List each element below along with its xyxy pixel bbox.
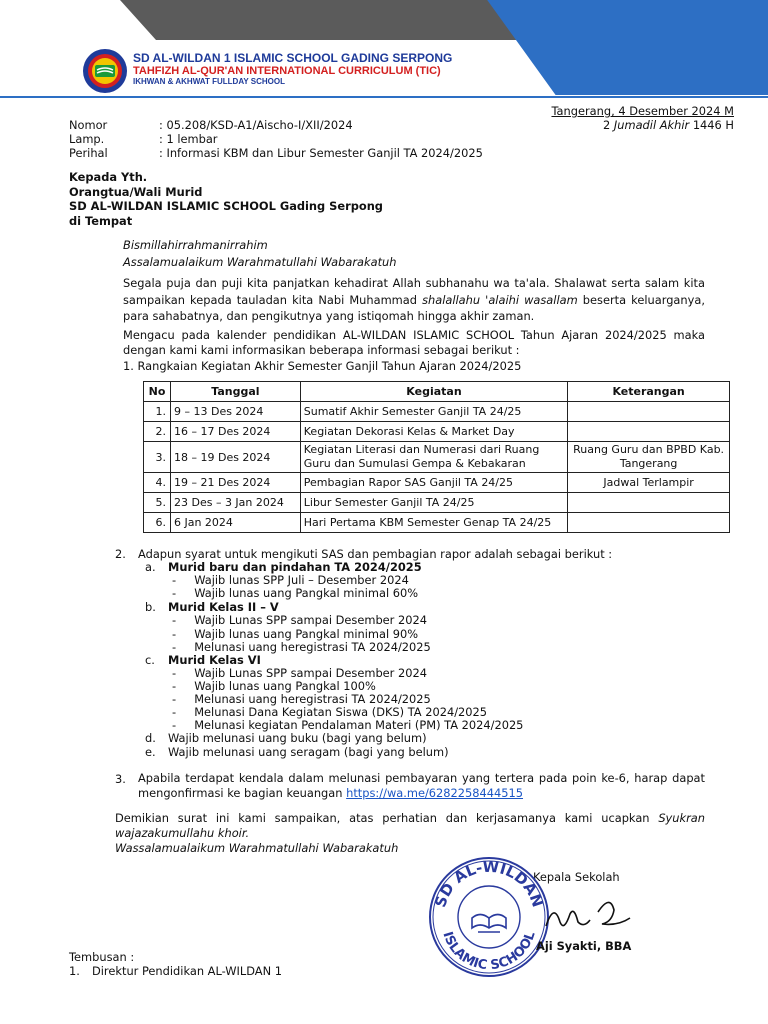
meta-nomor: [69, 118, 353, 132]
item-e-text: Wajib melunasi uang seragam (bagi yang belum): [168, 745, 449, 759]
list-item: - Wajib lunas uang Pangkal minimal 90%: [172, 627, 419, 641]
closing-italic: Syukran wajazakumullahu khoir.: [115, 811, 705, 840]
recipient-line: Orangtua/Wali Murid: [69, 184, 203, 199]
letter-date: [551, 104, 734, 132]
list-item: - Wajib lunas uang Pangkal 100%: [172, 679, 376, 693]
cell-tanggal: 6 Jan 2024: [170, 513, 300, 533]
meta-perihal: [69, 146, 483, 160]
cell-tanggal: 18 – 19 Des 2024: [170, 442, 300, 473]
intro-paragraph: Mengacu pada kalender pendidikan AL-WILDAN ISLAMIC SCHOOL Tahun Ajaran 2024/2025 maka dengan kami kami informasikan beberapa informasi sebagai berikut :: [123, 328, 705, 357]
cell-keterangan: Ruang Guru dan BPBD Kab. Tangerang: [568, 442, 730, 473]
cell-no: 1.: [144, 402, 171, 422]
cell-tanggal: 9 – 13 Des 2024: [170, 402, 300, 422]
list-item: - Wajib lunas uang Pangkal minimal 60%: [172, 586, 419, 600]
stamp-top-text: SD AL-WILDAN: [431, 857, 547, 910]
cell-no: 6.: [144, 513, 171, 533]
meta-value: : 1 lembar: [159, 132, 218, 146]
table-row: [144, 493, 730, 513]
cell-no: 3.: [144, 442, 171, 473]
table-header: Keterangan: [568, 382, 730, 402]
whatsapp-link[interactable]: https://wa.me/6282258444515: [346, 786, 524, 800]
school-program: TAHFIZH AL-QUR'AN INTERNATIONAL CURRICULUM (TIC): [133, 65, 441, 77]
point3-text: Apabila terdapat kendala dalam melunasi pembayaran yang tertera pada poin ke-6, harap dapat mengonfirmasi ke bagian keuangan: [138, 771, 705, 800]
list-item: - Melunasi uang heregistrasi TA 2024/2025: [172, 640, 431, 654]
group-title: Murid Kelas II – V: [168, 600, 279, 614]
table-row: [144, 422, 730, 442]
school-name: SD AL-WILDAN 1 ISLAMIC SCHOOL GADING SERPONG: [133, 51, 453, 65]
closing-paragraph: [115, 811, 705, 841]
list-item-text: Wajib Lunas SPP sampai Desember 2024: [194, 613, 427, 627]
list-item: - Melunasi kegiatan Pendalaman Materi (PM) TA 2024/2025: [172, 718, 524, 732]
point3-number: 3.: [115, 772, 126, 786]
list-item-text: Melunasi uang heregistrasi TA 2024/2025: [194, 640, 431, 654]
salam-closing: Wassalamualaikum Warahmatullahi Wabarakatuh: [115, 841, 399, 855]
meta-label: Perihal: [69, 146, 108, 160]
cell-kegiatan: Libur Semester Ganjil TA 24/25: [300, 493, 567, 513]
list-item-text: Melunasi uang heregistrasi TA 2024/2025: [194, 692, 431, 706]
basmalah: Bismillahirrahmanirrahim: [123, 238, 268, 252]
cell-keterangan: [568, 493, 730, 513]
date-gregorian: Tangerang, 4 Desember 2024 M: [551, 104, 734, 118]
table-header: Tanggal: [170, 382, 300, 402]
recipient-block: [69, 170, 383, 228]
table-header-row: [144, 382, 730, 402]
meta-label: Lamp.: [69, 132, 105, 146]
group-title: Murid baru dan pindahan TA 2024/2025: [168, 560, 422, 574]
list-item-text: Wajib lunas uang Pangkal minimal 90%: [194, 627, 419, 641]
cell-no: 4.: [144, 473, 171, 493]
signature-scribble-icon: [540, 892, 636, 936]
cell-tanggal: 19 – 21 Des 2024: [170, 473, 300, 493]
opening-paragraph: [123, 275, 705, 325]
list-item: - Wajib Lunas SPP sampai Desember 2024: [172, 666, 427, 680]
cell-kegiatan: Sumatif Akhir Semester Ganjil TA 24/25: [300, 402, 567, 422]
cell-tanggal: 23 Des – 3 Jan 2024: [170, 493, 300, 513]
item-d-text: Wajib melunasi uang buku (bagi yang belum): [168, 731, 427, 745]
cell-keterangan: Jadwal Terlampir: [568, 473, 730, 493]
date-hijri-year: 1446 H: [692, 118, 734, 132]
list-item-text: Wajib lunas uang Pangkal minimal 60%: [194, 586, 419, 600]
list-item-text: Wajib lunas SPP Juli – Desember 2024: [194, 573, 409, 587]
school-logo-icon: [82, 48, 128, 94]
recipient-line: di Tempat: [69, 213, 133, 228]
list-item-text: Melunasi Dana Kegiatan Siswa (DKS) TA 2024/2025: [194, 705, 488, 719]
point2-title: Adapun syarat untuk mengikuti SAS dan pembagian rapor adalah sebagai berikut :: [138, 547, 613, 561]
recipient-line: Kepada Yth.: [69, 170, 148, 184]
group-letter: a.: [145, 560, 156, 574]
list-item: - Melunasi Dana Kegiatan Siswa (DKS) TA 2024/2025: [172, 705, 488, 719]
list-item-text: Wajib Lunas SPP sampai Desember 2024: [194, 666, 427, 680]
signature-name: Aji Syakti, BBA: [536, 939, 632, 953]
table-row: [144, 473, 730, 493]
group-letter: b.: [145, 600, 156, 614]
recipient-line: SD AL-WILDAN ISLAMIC SCHOOL Gading Serpong: [69, 199, 383, 213]
cell-no: 5.: [144, 493, 171, 513]
point2-number: 2.: [115, 547, 126, 561]
cell-keterangan: [568, 422, 730, 442]
group-title: Murid Kelas VI: [168, 653, 261, 667]
list-item: - Melunasi uang heregistrasi TA 2024/2025: [172, 692, 431, 706]
signature-title: Kepala Sekolah: [533, 870, 620, 884]
activities-table: [143, 381, 730, 533]
cell-kegiatan: Hari Pertama KBM Semester Genap TA 24/25: [300, 513, 567, 533]
list-item-text: Melunasi kegiatan Pendalaman Materi (PM) TA 2024/2025: [194, 718, 524, 732]
opening-text-end: beserta keluarganya, para sahabatnya, dan pengikutnya yang istiqomah hingga akhir zaman.: [123, 292, 705, 323]
date-hijri-month: Jumadil Akhir: [613, 118, 690, 132]
meta-value: : 05.208/KSD-A1/Aischo-I/XII/2024: [159, 118, 353, 132]
cell-keterangan: [568, 513, 730, 533]
school-tagline: IKHWAN & AKHWAT FULLDAY SCHOOL: [133, 77, 285, 86]
stamp-bottom-text: ISLAMIC SCHOOL: [439, 929, 539, 974]
cell-kegiatan: Kegiatan Literasi dan Numerasi dari Ruang Guru dan Sumulasi Gempa & Kebakaran: [300, 442, 567, 473]
table-header: No: [144, 382, 171, 402]
cell-keterangan: [568, 402, 730, 422]
cell-tanggal: 16 – 17 Des 2024: [170, 422, 300, 442]
table-row: [144, 402, 730, 422]
meta-lamp: [69, 132, 218, 146]
group-letter: e.: [145, 745, 156, 759]
tembusan-title: Tembusan :: [69, 950, 135, 964]
cell-kegiatan: Pembagian Rapor SAS Ganjil TA 24/25: [300, 473, 567, 493]
closing-text: Demikian surat ini kami sampaikan, atas perhatian dan kerjasamanya kami ucapkan: [115, 811, 659, 825]
opening-italic: shalallahu 'alaihi wasallam: [422, 292, 578, 307]
point3-paragraph: [138, 771, 705, 801]
school-stamp-icon: [428, 856, 550, 978]
opening-text: Segala puja dan puji kita panjatkan kehadirat Allah subhanahu wa ta'ala. Shalawat serta salam kita sampaikan kepada tauladan kita Nabi Muhammad: [123, 276, 705, 307]
salam-opening: Assalamualaikum Warahmatullahi Wabarakatuh: [123, 255, 397, 269]
cell-kegiatan: Kegiatan Dekorasi Kelas & Market Day: [300, 422, 567, 442]
table-row: [144, 513, 730, 533]
list-item: - Wajib Lunas SPP sampai Desember 2024: [172, 613, 427, 627]
group-letter: c.: [145, 653, 155, 667]
table-row: [144, 442, 730, 473]
date-hijri-day: 2: [603, 118, 611, 132]
table-header: Kegiatan: [300, 382, 567, 402]
point1-title: 1. Rangkaian Kegiatan Akhir Semester Ganjil Tahun Ajaran 2024/2025: [123, 359, 522, 373]
cell-no: 2.: [144, 422, 171, 442]
meta-value: : Informasi KBM dan Libur Semester Ganjil TA 2024/2025: [159, 146, 483, 160]
meta-label: Nomor: [69, 118, 108, 132]
header-divider: [0, 96, 768, 98]
list-item: - Wajib lunas SPP Juli – Desember 2024: [172, 573, 409, 587]
tembusan-item: Direktur Pendidikan AL-WILDAN 1: [92, 964, 282, 978]
tembusan-number: 1.: [69, 964, 80, 978]
list-item-text: Wajib lunas uang Pangkal 100%: [194, 679, 376, 693]
group-letter: d.: [145, 731, 156, 745]
